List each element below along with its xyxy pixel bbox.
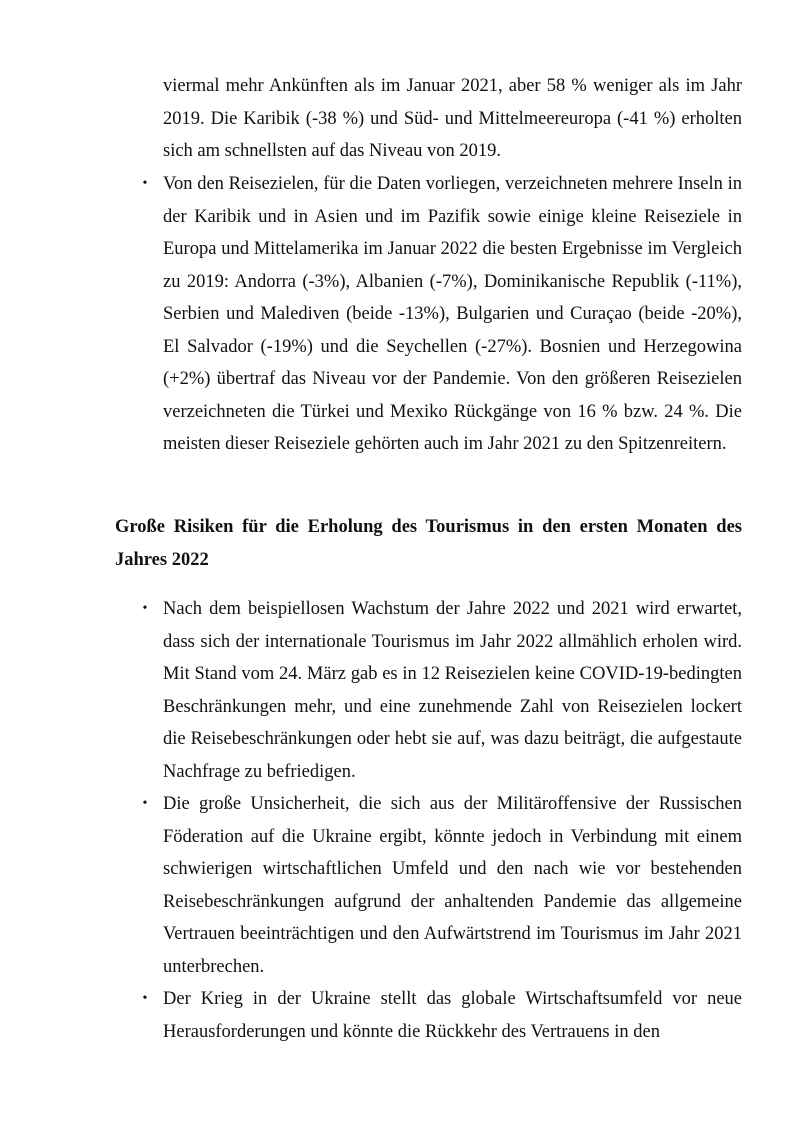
bullet-icon: •	[142, 991, 148, 1006]
continuation-paragraph: viermal mehr Ankünften als im Januar 2021, aber 58 % weniger als im Jahr 2019. Die Karibik (-38 %) und Süd- und Mittelmeereuropa (-41 %) erholten sich am schnellsten auf das Niveau von 2019.	[163, 76, 742, 161]
bullet-text: Von den Reisezielen, für die Daten vorliegen, verzeichneten mehrere Inseln in der Karibik und in Asien und im Pazifik sowie einige kleine Reiseziele in Europa und Mittelamerika im Januar 2022 die besten Ergebnisse im Vergleich zu 2019: Andorra (-3%), Albanien (-7%), Dominikanische Republik (-11%), Serbien und Malediven (beide -13%), Bulgarien und Curaçao (beide -20%), El Salvador (-19%) und die Seychellen (-27%). Bosnien und Herzegowina (+2%) übertraf das Niveau vor der Pandemie. Von den größeren Reisezielen verzeichneten die Türkei und Mexiko Rückgänge von 16 % bzw. 24 %. Die meisten dieser Reiseziele gehörten auch im Jahr 2021 zu den Spitzenreitern.	[163, 174, 742, 454]
bullet-text: Nach dem beispiellosen Wachstum der Jahre 2022 und 2021 wird erwartet, dass sich der internationale Tourismus im Jahr 2022 allmählich erholen wird. Mit Stand vom 24. März gab es in 12 Reisezielen keine COVID-19-bedingten Beschränkungen mehr, und eine zunehmende Zahl von Reisezielen lockert die Reisebeschränkungen oder hebt sie auf, was dazu beiträgt, die aufgestaute Nachfrage zu befriedigen.	[163, 599, 742, 782]
bullet-icon: •	[142, 176, 148, 191]
bullet-text: Die große Unsicherheit, die sich aus der Militäroffensive der Russischen Föderation auf die Ukraine ergibt, könnte jedoch in Verbindung mit einem schwierigen wirtschaftlichen Umfeld und den nach wie vor bestehenden Reisebeschränkungen aufgrund der anhaltenden Pandemie das allgemeine Vertrauen beeinträchtigen und den Aufwärtstrend im Tourismus im Jahr 2021 unterbrechen.	[163, 794, 742, 977]
section-heading: Große Risiken für die Erholung des Tourismus in den ersten Monaten des Jahres 2022	[115, 517, 742, 570]
bullet-text: Der Krieg in der Ukraine stellt das globale Wirtschaftsumfeld vor neue Herausforderungen und könnte die Rückkehr des Vertrauens in den	[163, 989, 742, 1042]
bullet-icon: •	[142, 601, 148, 616]
bullet-icon: •	[142, 796, 148, 811]
bullet-list-top	[142, 168, 742, 461]
list-item	[142, 983, 742, 1048]
list-item	[142, 593, 742, 788]
bullet-list-bottom	[142, 593, 742, 1048]
list-item	[142, 168, 742, 461]
list-item	[142, 788, 742, 983]
